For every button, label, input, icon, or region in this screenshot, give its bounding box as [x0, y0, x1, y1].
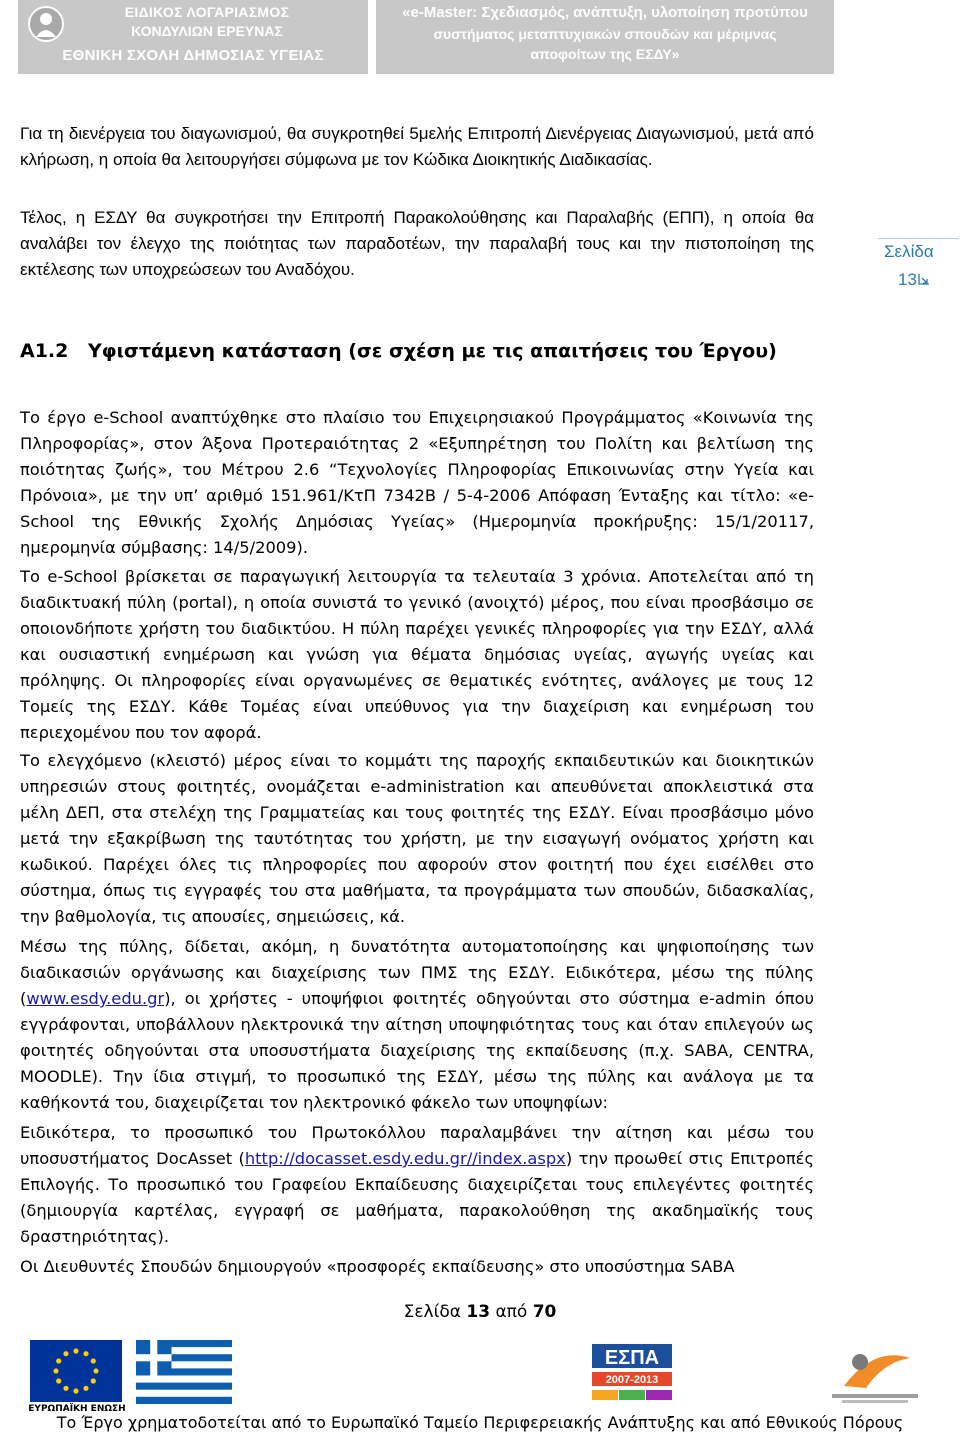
school-emblem-icon: [26, 5, 66, 43]
eu-star-icon: [73, 1348, 78, 1353]
paragraph-eschool-portal: Το e-School βρίσκεται σε παραγωγική λειτουργία τα τελευταία 3 χρόνια. Αποτελείται από τη διαδικτυακή πύλη (portal), η οποία συνιστά το γενικό (ανοιχτό) μέρος, που είναι προσβάσιμο σε οποιονδήποτε χρήστη του διαδικτύου. Η πύλη παρέχει γενικές πληροφορίες για την ΕΣΔΥ, αλλά και ουσιαστική ενημέρωση και γνώση για θέματα δημόσιας υγείας, αγωγής υγείας και πρόληψης. Οι πληροφορίες είναι οργανωμένες σε θεματικές ενότητες, ανάλογες με τους 12 Τομείς της ΕΣΔΥ. Κάθε Τομέας είναι υπεύθυνος για την διαχείριση και ενημέρωση του περιεχομένου που τον αφορά.: [20, 567, 814, 742]
eu-flag-logo: [30, 1340, 122, 1402]
eu-star-icon: [91, 1358, 96, 1363]
header-project-line3: αποφοίτων της ΕΣΔΥ»: [530, 46, 680, 62]
paragraph-automation: Μέσω της πύλης, δίδεται, ακόμη, η δυνατότητα αυτοματοποίησης και ψηφιοποίησης των διαδικασιών οργάνωσης και διαχείρισης των ΠΜΣ της ΕΣΔΥ. Ειδικότερα, μέσω της πύλης (www.esdy.edu.gr), οι χρήστες - υποψήφιοι φοιτητές οδηγούνται στο σύστημα e-admin όπου εγγράφονται, υποβάλλουν ηλεκτρονικά την αίτηση υποψηφιότητας τους και όταν επιλεγούν ως φοιτητές οδηγούνται στα υποσυστήματα διαχείρισης της εκπαίδευσης (π.χ. SABA, CENTRA, MOODLE). Την ίδια στιγμή, το προσωπικό της ΕΣΔΥ, μέσω της πύλης και ανάλογα με τα καθήκοντά του, διαχειρίζεται τον ηλεκτρονικό φάκελο των υποψηφίων:: [20, 937, 814, 1112]
side-page-number: 13: [898, 270, 931, 290]
paragraph-eadmin: Το ελεγχόμενο (κλειστό) μέρος είναι το κομμάτι της παροχής εκπαιδευτικών και διοικητικών υπηρεσιών στους φοιτητές, ονομάζεται e-administration και απευθύνεται αποκλειστικά στα μέλη ΔΕΠ, στα στελέχη της Γραμματείας και τους φοιτητές της ΕΣΔΥ. Είναι προσβάσιμο μόνο μετά την εξακρίβωση της ταυτότητας του χρήστη, με την εισαγωγή ονόματος χρήστη και κωδικού. Παρέχει όλες τις πληροφορίες που αφορούν στον φοιτητή που έχει εισέλθει στο σύστημα, όπως τις εγγραφές του στα μαθήματα, τα προγράμματα των σπουδών, διδασκαλίας, την βαθμολογία, τις απουσίες, σημειώσεις, κά.: [20, 751, 814, 926]
paragraph-directors: Οι Διευθυντές Σπουδών δημιουργούν «προσφορές εκπαίδευσης» στο υποσύστημα SABA: [20, 1257, 735, 1276]
greek-flag-logo: [136, 1340, 232, 1404]
page-number-footer: Σελίδα 13 από 70: [403, 1302, 557, 1322]
header-project-line2: συστήματος μεταπτυχιακών σπουδών και μέριμνας: [433, 26, 777, 42]
side-page-label: Σελίδα: [884, 242, 934, 261]
espa-years: 2007-2013: [605, 1374, 659, 1386]
page-corner-icon: [917, 272, 931, 286]
header-account-title: ΕΙΔΙΚΟΣ ΛΟΓΑΡΙΑΣΜΟΣ: [124, 4, 290, 20]
header-school-name: ΕΘΝΙΚΗ ΣΧΟΛΗ ΔΗΜΟΣΙΑΣ ΥΓΕΙΑΣ: [62, 47, 324, 64]
paragraph-monitoring: Τέλος, η ΕΣΔΥ θα συγκροτήσει την Επιτροπή Παρακολούθησης και Παραλαβής (ΕΠΠ), η οποία θα αναλάβει τον έλεγχο της ποιότητας των παραδοτέων, την παραλαβή τους και την πιστοποίηση της εκτέλεσης των υποχρεώσεων του Αναδόχου.: [20, 208, 814, 279]
eu-star-icon: [56, 1378, 61, 1383]
section-number: Α1.2: [20, 340, 69, 362]
eu-stars-icon: [30, 1340, 122, 1402]
paragraph-protocol: Ειδικότερα, το προσωπικό του Πρωτοκόλλου παραλαμβάνει την αίτηση και μέσω του υποσυστήματος DocAsset (http://docasset.esdy.edu.gr//index.aspx) την προωθεί στις Επιτροπές Επιλογής. Το προσωπικό του Γραφείου Εκπαίδευσης διαχειρίζεται τους επιλεγέντες φοιτητές (δημιουργία καρτέλας, εγγραφή σε μαθήματα, παρακολούθηση της ακαδημαϊκής τους δραστηριότητας).: [20, 1123, 814, 1246]
espa-logo: [586, 1336, 678, 1408]
eu-star-icon: [63, 1351, 68, 1356]
eu-star-icon: [73, 1388, 78, 1393]
header-project-line1: «e-Master: Σχεδιασμός, ανάπτυξη, υλοποίηση προτύπου: [402, 4, 808, 21]
eu-star-icon: [83, 1351, 88, 1356]
espa-label: ΕΣΠΑ: [604, 1347, 660, 1369]
eu-star-icon: [53, 1368, 58, 1373]
document-header: [0, 0, 960, 74]
section-title: Υφιστάμενη κατάσταση (σε σχέση με τις απαιτήσεις του Έργου): [88, 340, 777, 362]
eu-star-icon: [91, 1378, 96, 1383]
eu-star-icon: [63, 1386, 68, 1391]
paragraph-committee: Για τη διενέργεια του διαγωνισμού, θα συγκροτηθεί 5μελής Επιτροπή Διενέργειας Διαγωνισμού, μετά από κλήρωση, η οποία θα λειτουργήσει σύμφωνα με τον Κώδικα Διοικητικής Διαδικασίας.: [20, 124, 814, 169]
eu-caption: ΕΥΡΩΠΑΪΚΗ ΕΝΩΣΗ: [28, 1404, 126, 1414]
header-account-subtitle: ΚΟΝΔΥΛΙΩΝ ΕΡΕΥΝΑΣ: [131, 23, 283, 39]
section-heading: [20, 340, 777, 362]
ministry-logo: [814, 1336, 936, 1408]
eu-star-icon: [56, 1358, 61, 1363]
eu-star-icon: [93, 1368, 98, 1373]
esdy-website-link[interactable]: www.esdy.edu.gr: [26, 989, 165, 1008]
docasset-link[interactable]: http://docasset.esdy.edu.gr//index.aspx: [244, 1149, 566, 1168]
side-marker-rule: [878, 238, 958, 239]
funding-statement: Το Έργο χρηματοδοτείται από το Ευρωπαϊκό Ταμείο Περιφερειακής Ανάπτυξης και από Εθνικούς Πόρους: [56, 1413, 904, 1432]
eu-star-icon: [83, 1386, 88, 1391]
paragraph-eschool-origin: Το έργο e-School αναπτύχθηκε στο πλαίσιο του Επιχειρησιακού Προγράμματος «Κοινωνία της Πληροφορίας», στον Άξονα Προτεραιότητας 2 «Εξυπηρέτηση του Πολίτη και βελτίωση της ποιότητας ζωής», του Μέτρου 2.6 “Τεχνολογίες Πληροφορίας Επικοινωνίας στην Υγεία και Πρόνοια», με την υπ’ αριθμό 151.961/ΚτΠ 7342Β / 5-4-2006 Απόφαση Ένταξης και τίτλο: «e-School της Εθνικής Σχολής Δημόσιας Υγείας» (Ημερομηνία προκήρυξης: 15/1/20117, ημερομηνία σύμβασης: 14/5/2009).: [20, 408, 814, 557]
